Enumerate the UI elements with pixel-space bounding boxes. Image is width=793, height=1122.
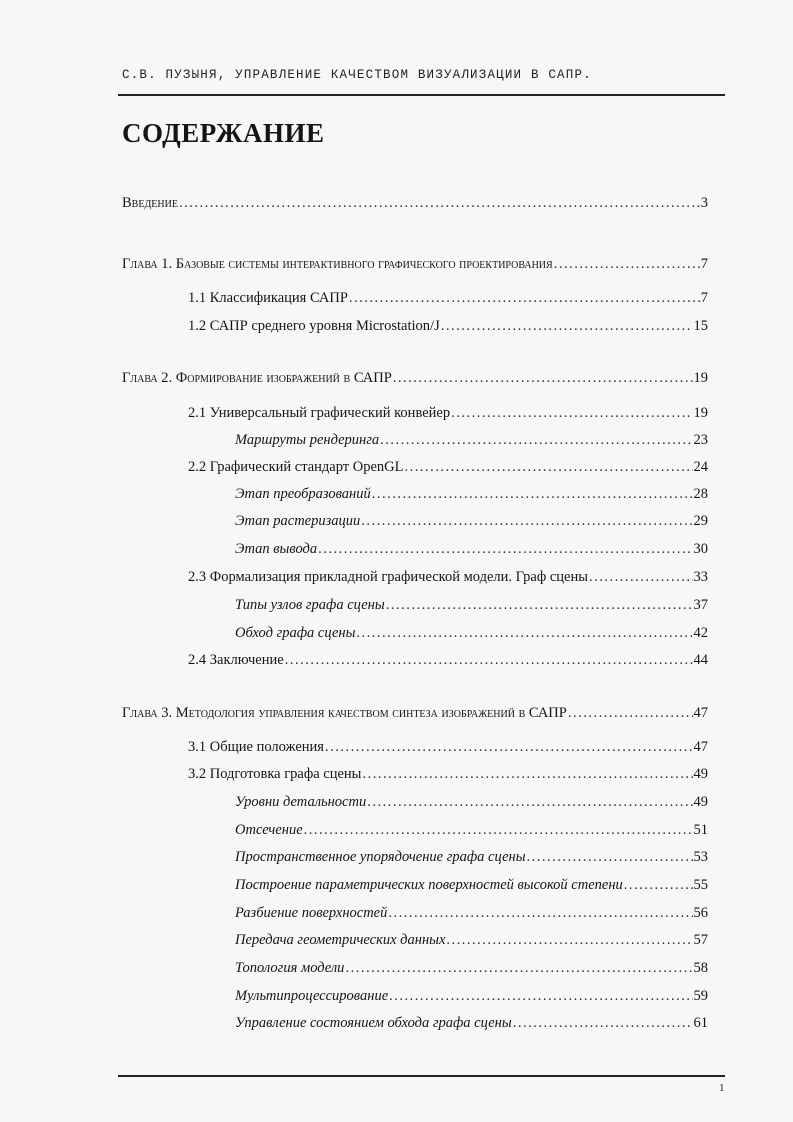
toc-label: Управление состоянием обхода графа сцены [235, 1015, 512, 1031]
toc-label: Разбиение поверхностей [235, 905, 388, 921]
toc-entry-traversal-state-control [235, 1012, 708, 1034]
toc-entry-section-3-2 [188, 763, 708, 785]
toc-page-number: 7 [700, 290, 708, 306]
toc-label: Введение [122, 195, 178, 211]
running-header: С.В. ПУЗЫНЯ, УПРАВЛЕНИЕ КАЧЕСТВОМ ВИЗУАЛИЗАЦИИ В САПР. [122, 68, 592, 82]
toc-leader-dots [380, 429, 692, 451]
toc-entry-section-2-4 [188, 649, 708, 671]
header-rule [118, 94, 725, 96]
toc-leader-dots [451, 402, 692, 424]
toc-entry-chapter-1 [122, 253, 708, 275]
toc-page-number: 23 [693, 432, 708, 448]
toc-leader-dots [304, 819, 693, 841]
toc-entry-rendering-routes [235, 429, 708, 451]
toc-entry-section-2-1 [188, 402, 708, 424]
toc-page-number: 37 [693, 597, 708, 613]
toc-leader-dots [405, 456, 693, 478]
toc-entry-scene-graph-traversal [235, 622, 708, 644]
toc-leader-dots [388, 902, 692, 924]
toc-label: Глава 3. Методология управления качеством синтеза изображений в САПР [122, 705, 567, 721]
toc-label: 3.2 Подготовка графа сцены [188, 766, 362, 782]
toc-entry-transform-stage [235, 483, 708, 505]
toc-page-number: 47 [693, 705, 708, 721]
toc-entry-parametric-surfaces [235, 874, 708, 896]
toc-leader-dots [367, 791, 692, 813]
toc-entry-section-2-2 [188, 456, 708, 478]
toc-entry-surface-subdivision [235, 902, 708, 924]
toc-page-number: 49 [693, 794, 708, 810]
toc-page-number: 30 [693, 541, 708, 557]
toc-leader-dots [446, 929, 692, 951]
toc-label: 3.1 Общие положения [188, 739, 324, 755]
toc-page-number: 55 [693, 877, 708, 893]
toc-entry-chapter-2 [122, 367, 708, 389]
toc-label: 2.1 Универсальный графический конвейер [188, 405, 451, 421]
toc-entry-chapter-3 [122, 702, 708, 724]
toc-page-number: 15 [693, 318, 708, 334]
toc-entry-multiprocessing [235, 985, 708, 1007]
toc-label: Глава 2. Формирование изображений в САПР [122, 370, 392, 386]
toc-label: Передача геометрических данных [235, 932, 446, 948]
toc-label: Пространственное упорядочение графа сцены [235, 849, 526, 865]
toc-page-number: 3 [700, 195, 708, 211]
page-number: 1 [719, 1082, 725, 1094]
toc-page-number: 53 [693, 849, 708, 865]
toc-entry-output-stage [235, 538, 708, 560]
toc-label: 2.2 Графический стандарт OpenGL [188, 459, 404, 475]
toc-leader-dots [285, 649, 693, 671]
toc-leader-dots [393, 367, 693, 389]
toc-label: Мультипроцессирование [235, 988, 389, 1004]
toc-leader-dots [624, 874, 693, 896]
toc-label: Обход графа сцены [235, 625, 356, 641]
toc-entry-model-topology [235, 957, 708, 979]
toc-label: Типы узлов графа сцены [235, 597, 385, 613]
toc-entry-introduction [122, 192, 708, 214]
toc-leader-dots [372, 483, 693, 505]
toc-label: Маршруты рендеринга [235, 432, 380, 448]
toc-label: Этап растеризации [235, 513, 361, 529]
toc-label: 2.4 Заключение [188, 652, 284, 668]
toc-page-number: 28 [693, 486, 708, 502]
toc-page-number: 33 [693, 569, 708, 585]
toc-page-number: 56 [693, 905, 708, 921]
toc-leader-dots [527, 846, 693, 868]
footer-rule [118, 1075, 725, 1077]
toc-leader-dots [386, 594, 693, 616]
toc-leader-dots [362, 763, 692, 785]
toc-page-number: 49 [693, 766, 708, 782]
toc-label: 2.3 Формализация прикладной графической модели. Граф сцены [188, 569, 588, 585]
toc-leader-dots [568, 702, 693, 724]
page-title: СОДЕРЖАНИЕ [122, 118, 325, 148]
toc-page-number: 57 [693, 932, 708, 948]
toc-label: Этап преобразований [235, 486, 371, 502]
toc-leader-dots [361, 510, 692, 532]
toc-leader-dots [389, 985, 692, 1007]
toc-leader-dots [345, 957, 692, 979]
toc-label: Уровни детальности [235, 794, 367, 810]
toc-label: Глава 1. Базовые системы интерактивного графического проектирования [122, 256, 553, 272]
toc-entry-levels-of-detail [235, 791, 708, 813]
toc-leader-dots [589, 566, 693, 588]
toc-page-number: 44 [693, 652, 708, 668]
toc-page-number: 19 [693, 370, 708, 386]
toc-label: Топология модели [235, 960, 345, 976]
toc-page-number: 59 [693, 988, 708, 1004]
toc-leader-dots [513, 1012, 693, 1034]
toc-leader-dots [325, 736, 693, 758]
toc-page-number: 58 [693, 960, 708, 976]
toc-leader-dots [441, 315, 693, 337]
toc-label: 1.2 САПР среднего уровня Microstation/J [188, 318, 440, 334]
toc-page-number: 61 [693, 1015, 708, 1031]
toc-entry-geometry-transfer [235, 929, 708, 951]
toc-entry-rasterization-stage [235, 510, 708, 532]
toc-page-number: 47 [693, 739, 708, 755]
toc-page-number: 19 [693, 405, 708, 421]
toc-label: Отсечение [235, 822, 303, 838]
toc-label: Этап вывода [235, 541, 318, 557]
toc-entry-section-1-2 [188, 315, 708, 337]
toc-label: Построение параметрических поверхностей высокой степени [235, 877, 623, 893]
toc-page-number: 24 [693, 459, 708, 475]
toc-leader-dots [318, 538, 692, 560]
toc-leader-dots [349, 287, 700, 309]
toc-page-number: 51 [693, 822, 708, 838]
toc-leader-dots [554, 253, 700, 275]
toc-leader-dots [179, 192, 700, 214]
toc-page-number: 29 [693, 513, 708, 529]
toc-page-number: 7 [700, 256, 708, 272]
toc-entry-section-2-3 [188, 566, 708, 588]
toc-leader-dots [356, 622, 692, 644]
toc-entry-scene-graph-node-types [235, 594, 708, 616]
toc-label: 1.1 Классификация САПР [188, 290, 348, 306]
toc-entry-section-3-1 [188, 736, 708, 758]
toc-page-number: 42 [693, 625, 708, 641]
toc-entry-spatial-ordering [235, 846, 708, 868]
toc-entry-culling [235, 819, 708, 841]
toc-entry-section-1-1 [188, 287, 708, 309]
